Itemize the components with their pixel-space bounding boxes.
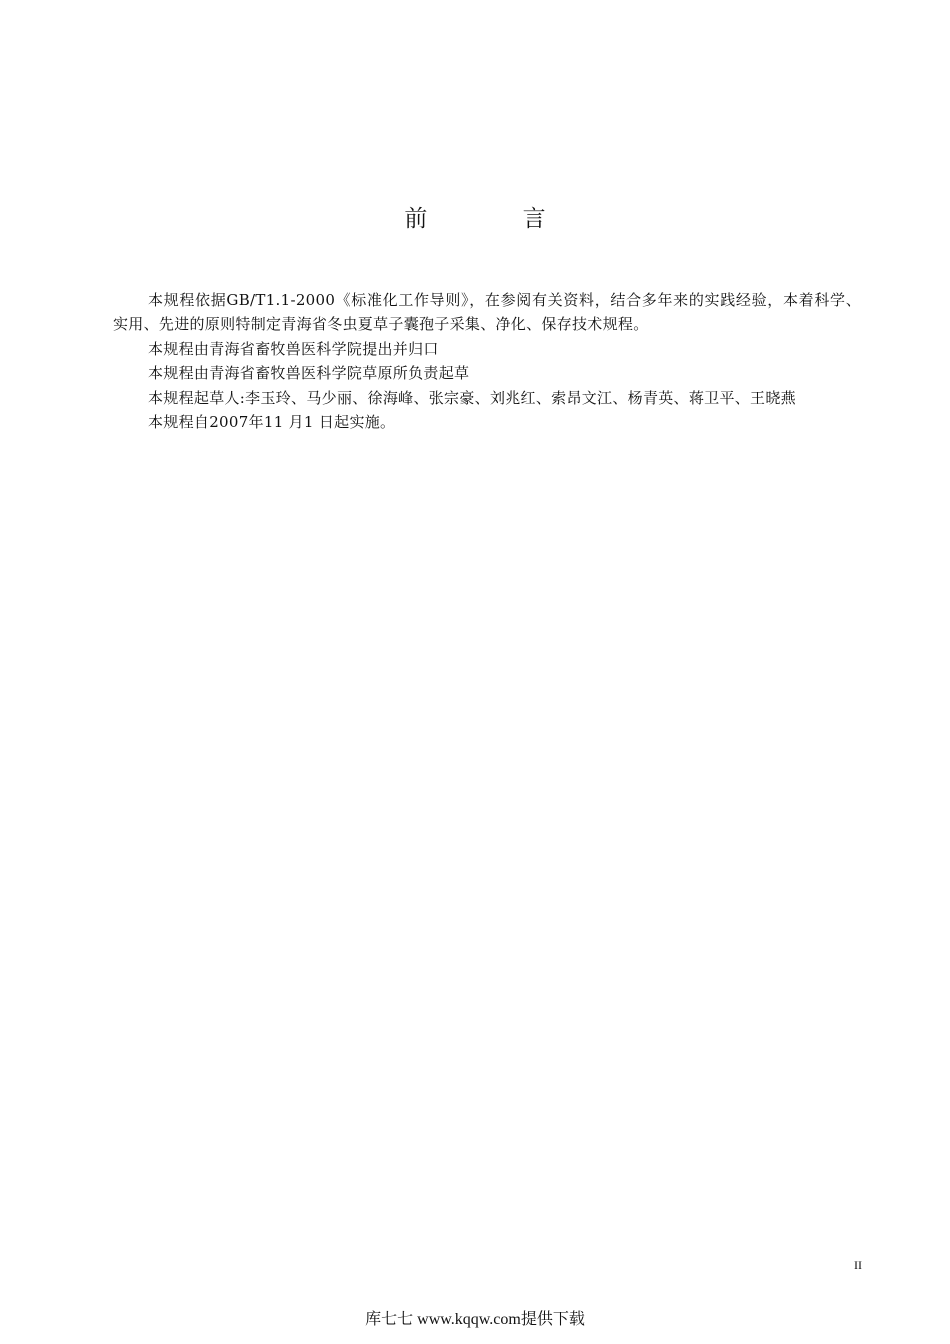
download-footer: 库七七 www.kqqw.com提供下载	[365, 1311, 585, 1328]
preface-paragraph-basis: 本规程依据GB/T1.1-2000《标准化工作导则》，在参阅有关资料，结合多年来的实践经验，本着科学、实用、先进的原则特制定青海省冬虫夏草子囊孢子采集、净化、保存技术规程。	[113, 291, 861, 334]
preface-body	[113, 288, 861, 434]
preface-paragraph-proposer: 本规程由青海省畜牧兽医科学院提出并归口	[148, 339, 439, 358]
preface-paragraph-drafters: 本规程起草人:李玉玲、马少丽、徐海峰、张宗豪、刘兆红、索昂文江、杨青英、蒋卫平、王晓燕	[148, 388, 796, 407]
page-title: 前 言	[404, 206, 590, 232]
preface-paragraph-effective-date: 本规程自2007年11 月1 日起实施。	[148, 413, 396, 432]
preface-paragraph-drafting-unit: 本规程由青海省畜牧兽医科学院草原所负责起草	[148, 364, 470, 383]
page-number: II	[854, 1258, 862, 1272]
